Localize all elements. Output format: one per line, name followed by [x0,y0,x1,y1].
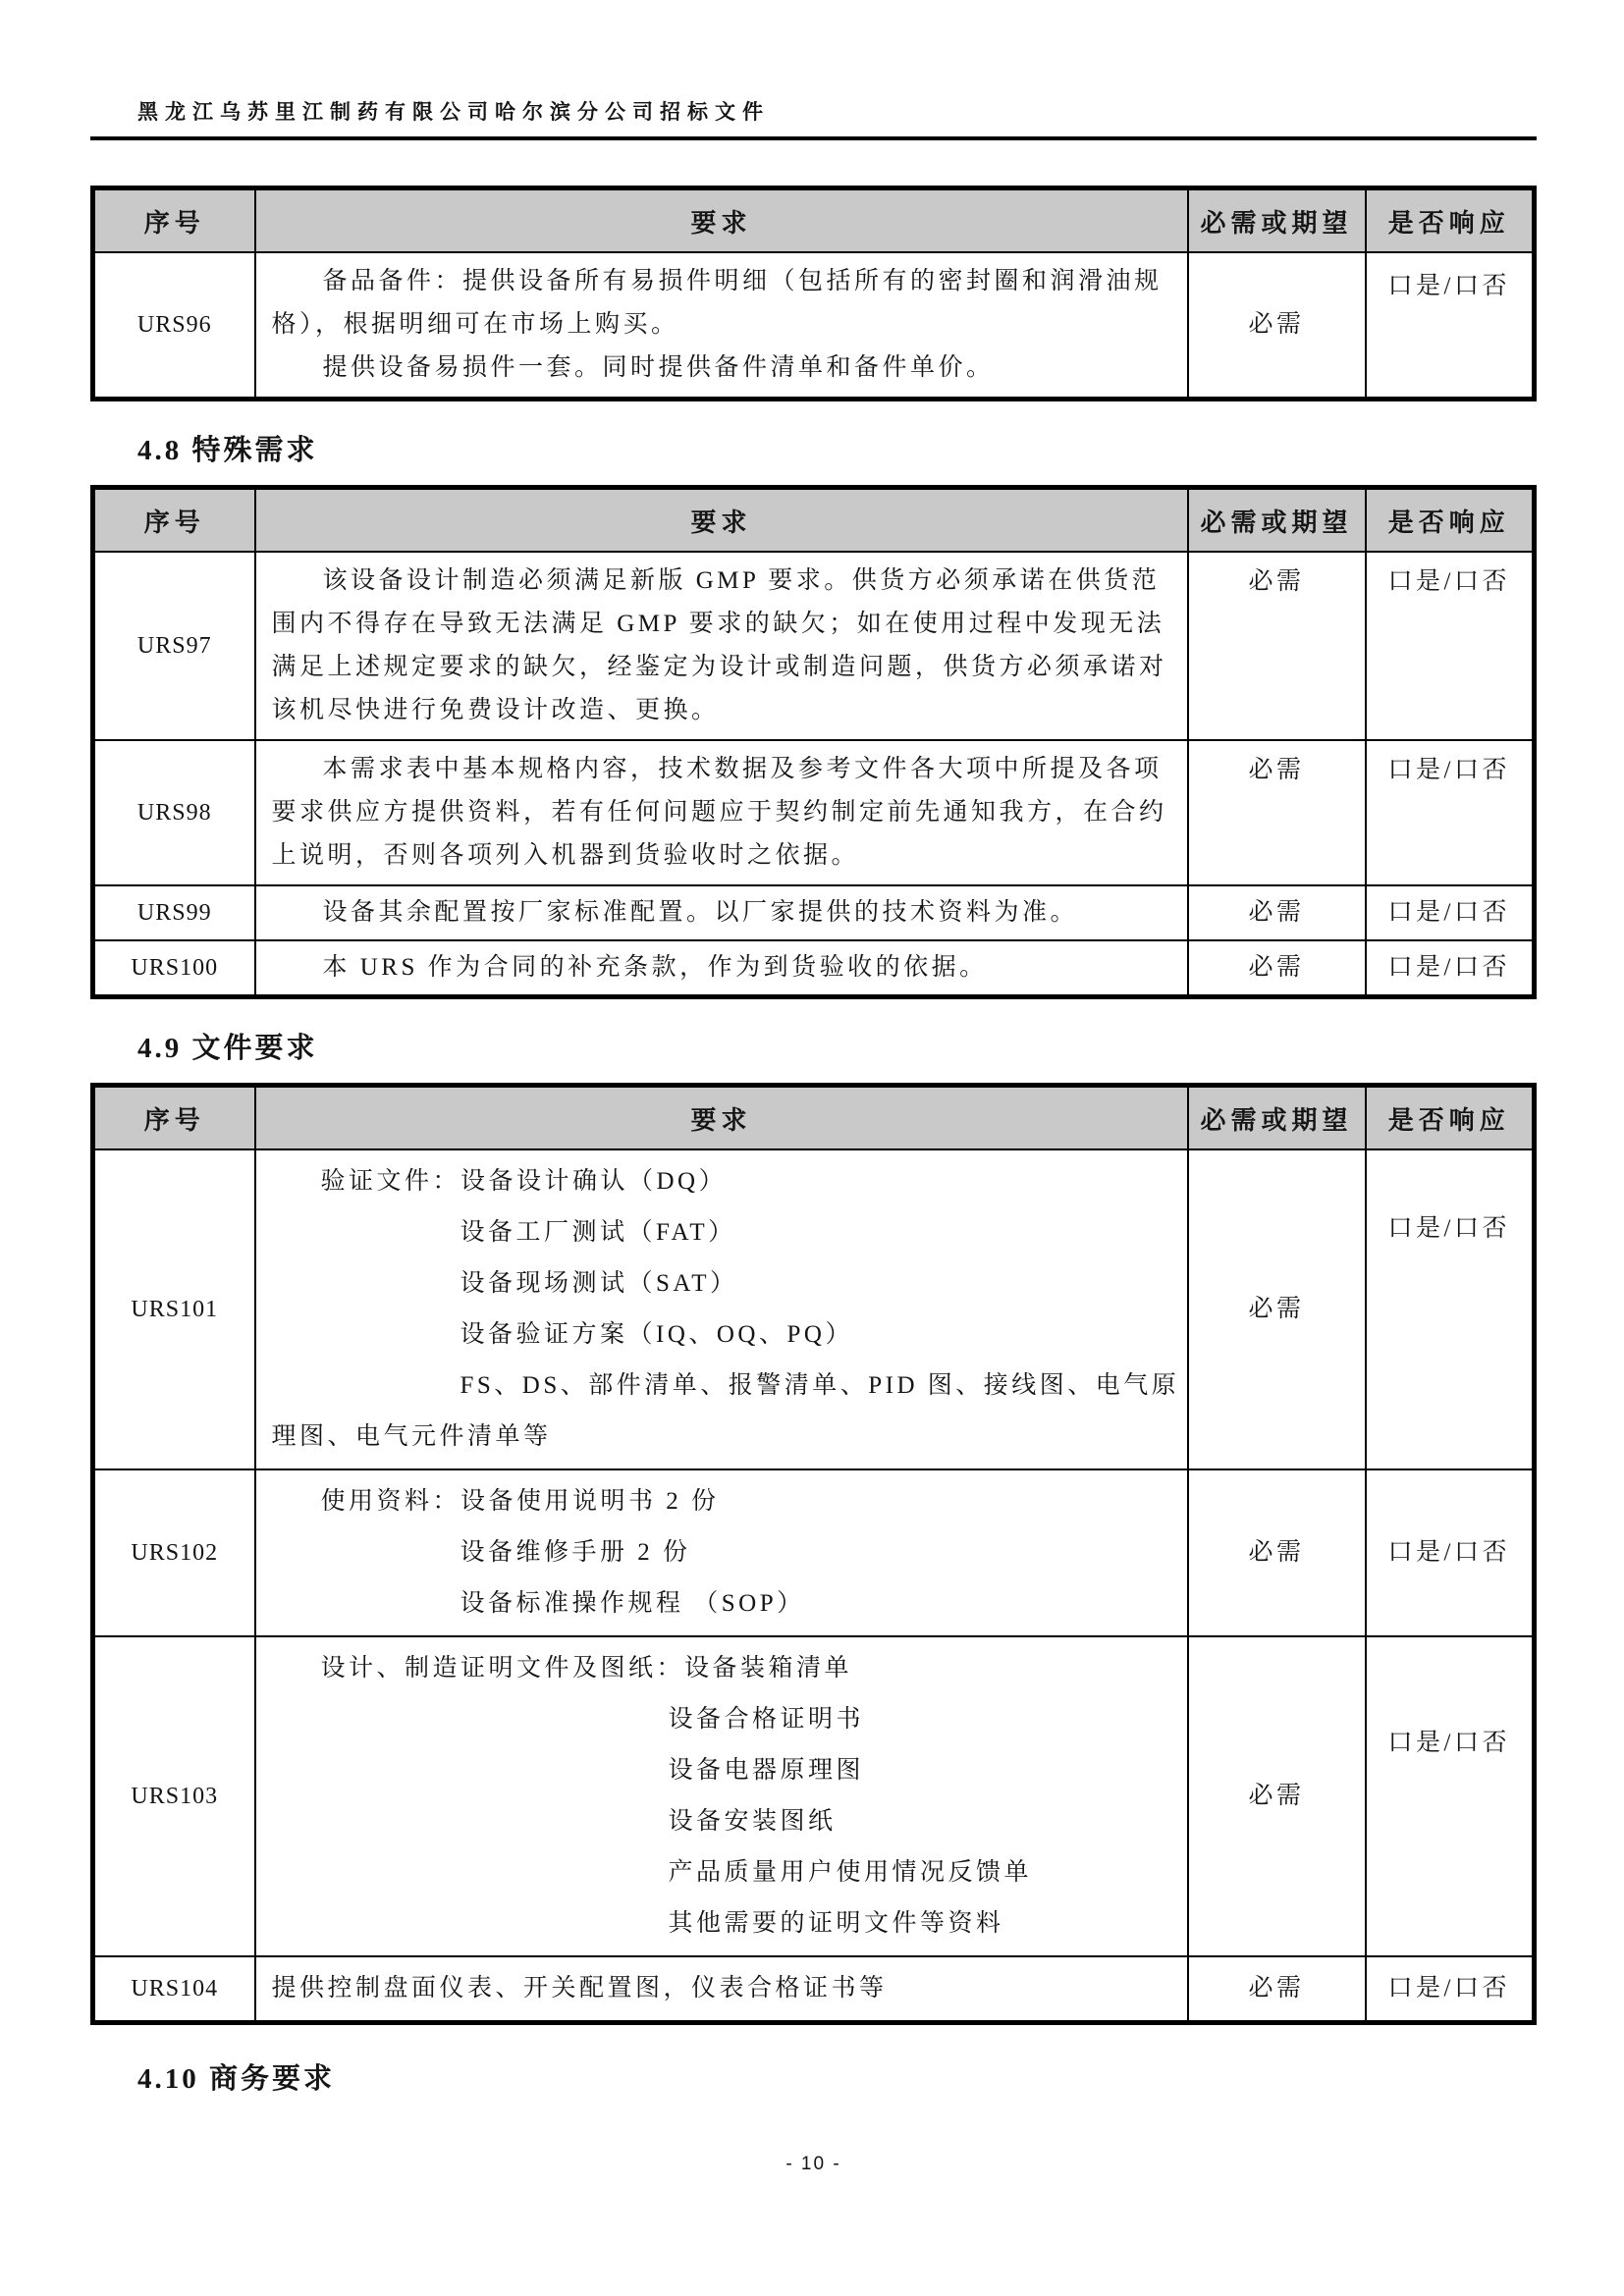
section-heading-4-10: 4.10 商务要求 [137,2063,336,2095]
response-checkboxes: 口是/口否 [1366,552,1535,740]
document-title: 黑龙江乌苏里江制药有限公司哈尔滨分公司招标文件 [137,100,770,124]
need-or-expect-value: 必需 [1188,940,1366,997]
response-checkboxes: 口是/口否 [1366,940,1535,997]
requirement-text: 本需求表中基本规格内容，技术数据及参考文件各大项中所提及各项要求供应方提供资料，若有任何问题应于契约制定前先通知我方，在合约上说明，否则各项列入机器到货验收时之依据。 [255,740,1188,885]
table-header-row [93,1086,1535,1150]
need-or-expect-value: 必需 [1188,885,1366,940]
column-header-need: 必需或期望 [1188,488,1366,553]
table-row-urs102 [93,1469,1535,1636]
table-row-urs101 [93,1149,1535,1469]
requirement-text: 本 URS 作为合同的补充条款，作为到货验收的依据。 [255,940,1188,997]
urs-table-3 [90,1083,1537,2025]
requirement-text: 该设备设计制造必须满足新版 GMP 要求。供货方必须承诺在供货范围内不得存在导致无法满足 GMP 要求的缺欠；如在使用过程中发现无法满足上述规定要求的缺欠，经鉴定为设计或制造问题，供货方必须承诺对该机尽快进行免费设计改造、更换。 [255,552,1188,740]
column-header-need: 必需或期望 [1188,1086,1366,1150]
requirement-text: 使用资料：设备使用说明书 2 份 设备维修手册 2 份 设备标准操作规程 （SOP） [255,1469,1188,1636]
column-header-need: 必需或期望 [1188,188,1366,253]
column-header-req: 要求 [255,188,1188,253]
row-id: URS101 [93,1149,255,1469]
response-checkboxes: 口是/口否 [1366,1636,1535,1956]
need-or-expect-value: 必需 [1188,740,1366,885]
table-row-urs103 [93,1636,1535,1956]
table-row-urs104 [93,1956,1535,2023]
need-or-expect-value: 必需 [1188,552,1366,740]
response-checkboxes: 口是/口否 [1366,252,1535,400]
requirement-text: 设计、制造证明文件及图纸：设备装箱清单 设备合格证明书 设备电器原理图 设备安装图纸 产品质量用户使用情况反馈单 其他需要的证明文件等资料 [255,1636,1188,1956]
row-id: URS104 [93,1956,255,2023]
table-row-urs97 [93,552,1535,740]
requirement-text: 验证文件：设备设计确认（DQ） 设备工厂测试（FAT） 设备现场测试（SAT） 设备验证方案（IQ、OQ、PQ） FS、DS、部件清单、报警清单、PID 图、接线图、电气原 理图、电气元件清单等 [255,1149,1188,1469]
response-checkboxes: 口是/口否 [1366,1956,1535,2023]
requirement-text: 设备其余配置按厂家标准配置。以厂家提供的技术资料为准。 [255,885,1188,940]
need-or-expect-value: 必需 [1188,252,1366,400]
need-or-expect-value: 必需 [1188,1469,1366,1636]
table-row-urs100 [93,940,1535,997]
column-header-resp: 是否响应 [1366,488,1535,553]
section-heading-4-9: 4.9 文件要求 [137,1033,318,1064]
requirement-text: 提供控制盘面仪表、开关配置图，仪表合格证书等 [255,1956,1188,2023]
column-header-resp: 是否响应 [1366,188,1535,253]
section-heading-4-8: 4.8 特殊需求 [137,435,318,466]
row-id: URS102 [93,1469,255,1636]
row-id: URS98 [93,740,255,885]
column-header-req: 要求 [255,488,1188,553]
table-row-urs96 [93,252,1535,400]
table-row-urs99 [93,885,1535,940]
column-header-no: 序号 [93,188,255,253]
column-header-no: 序号 [93,1086,255,1150]
urs-table-1 [90,186,1537,401]
column-header-resp: 是否响应 [1366,1086,1535,1150]
table-row-urs98 [93,740,1535,885]
row-id: URS99 [93,885,255,940]
table-header-row [93,188,1535,253]
response-checkboxes: 口是/口否 [1366,885,1535,940]
column-header-no: 序号 [93,488,255,553]
need-or-expect-value: 必需 [1188,1956,1366,2023]
row-id: URS97 [93,552,255,740]
response-checkboxes: 口是/口否 [1366,740,1535,885]
requirement-text: 备品备件：提供设备所有易损件明细（包括所有的密封圈和润滑油规格），根据明细可在市场上购买。 提供设备易损件一套。同时提供备件清单和备件单价。 [255,252,1188,400]
column-header-req: 要求 [255,1086,1188,1150]
response-checkboxes: 口是/口否 [1366,1149,1535,1469]
row-id: URS100 [93,940,255,997]
page-number: - 10 - [785,2154,841,2174]
row-id: URS96 [93,252,255,400]
urs-table-2 [90,485,1537,999]
need-or-expect-value: 必需 [1188,1636,1366,1956]
table-header-row [93,488,1535,553]
header-rule [90,136,1537,140]
response-checkboxes: 口是/口否 [1366,1469,1535,1636]
need-or-expect-value: 必需 [1188,1149,1366,1469]
row-id: URS103 [93,1636,255,1956]
